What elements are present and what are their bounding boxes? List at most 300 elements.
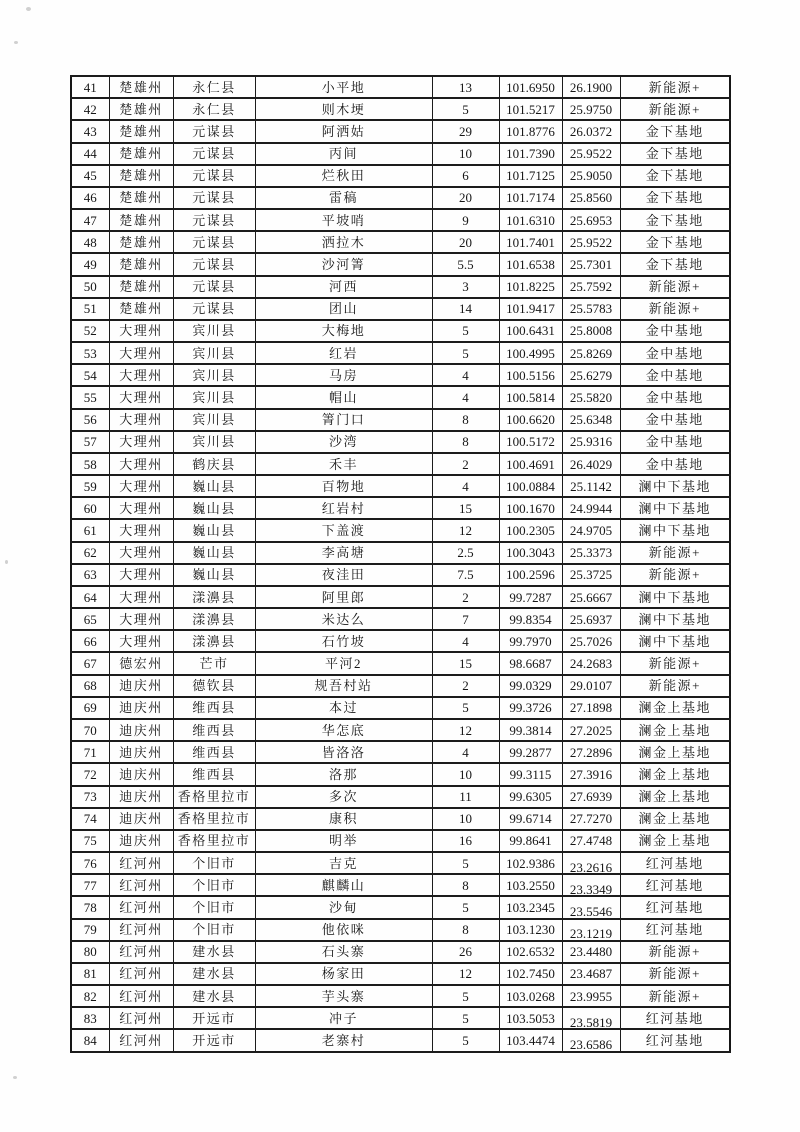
cell-index: 58 (71, 453, 109, 475)
cell-prefecture: 迪庆州 (109, 830, 173, 852)
cell-capacity: 12 (432, 519, 499, 541)
cell-latitude: 25.7026 (562, 630, 620, 652)
cell-capacity: 5 (432, 985, 499, 1007)
cell-longitude: 99.7287 (499, 586, 562, 608)
cell-longitude: 101.7401 (499, 231, 562, 253)
cell-site: 沙湾 (255, 431, 432, 453)
table-row (71, 76, 730, 98)
table-row (71, 941, 730, 963)
cell-latitude: 23.1219 (562, 919, 620, 941)
cell-site: 石竹坡 (255, 630, 432, 652)
cell-site: 烂秋田 (255, 165, 432, 187)
cell-index: 79 (71, 919, 109, 941)
cell-county: 宾川县 (173, 386, 255, 408)
cell-capacity: 4 (432, 386, 499, 408)
cell-index: 54 (71, 364, 109, 386)
cell-latitude: 26.1900 (562, 76, 620, 98)
cell-index: 78 (71, 896, 109, 918)
cell-category: 红河基地 (620, 1007, 730, 1029)
cell-latitude: 23.5546 (562, 896, 620, 918)
cell-county: 建水县 (173, 963, 255, 985)
cell-county: 德钦县 (173, 675, 255, 697)
cell-prefecture: 红河州 (109, 852, 173, 874)
cell-prefecture: 楚雄州 (109, 298, 173, 320)
cell-county: 建水县 (173, 941, 255, 963)
table-row (71, 985, 730, 1007)
cell-index: 77 (71, 874, 109, 896)
table-row (71, 741, 730, 763)
table-row (71, 852, 730, 874)
cell-site: 麒麟山 (255, 874, 432, 896)
table-row (71, 209, 730, 231)
cell-longitude: 102.6532 (499, 941, 562, 963)
cell-capacity: 16 (432, 830, 499, 852)
cell-prefecture: 大理州 (109, 431, 173, 453)
cell-latitude: 25.5820 (562, 386, 620, 408)
cell-category: 新能源+ (620, 985, 730, 1007)
table-row (71, 342, 730, 364)
cell-capacity: 2.5 (432, 542, 499, 564)
cell-index: 69 (71, 697, 109, 719)
cell-county: 香格里拉市 (173, 786, 255, 808)
cell-site: 本过 (255, 697, 432, 719)
cell-site: 他依咪 (255, 919, 432, 941)
cell-longitude: 101.5217 (499, 98, 562, 120)
cell-index: 73 (71, 786, 109, 808)
cell-category: 澜金上基地 (620, 763, 730, 785)
cell-longitude: 99.0329 (499, 675, 562, 697)
cell-longitude: 100.2305 (499, 519, 562, 541)
table-row (71, 298, 730, 320)
table-row (71, 1029, 730, 1052)
cell-capacity: 4 (432, 364, 499, 386)
cell-category: 新能源+ (620, 564, 730, 586)
cell-site: 则木埂 (255, 98, 432, 120)
table-row (71, 919, 730, 941)
cell-county: 开远市 (173, 1029, 255, 1052)
cell-latitude: 25.6348 (562, 409, 620, 431)
cell-category: 澜金上基地 (620, 786, 730, 808)
cell-category: 金下基地 (620, 120, 730, 142)
table-row (71, 652, 730, 674)
cell-site: 杨家田 (255, 963, 432, 985)
cell-category: 新能源+ (620, 542, 730, 564)
cell-prefecture: 大理州 (109, 386, 173, 408)
table-row (71, 453, 730, 475)
cell-longitude: 100.5156 (499, 364, 562, 386)
cell-prefecture: 大理州 (109, 342, 173, 364)
cell-capacity: 5 (432, 1029, 499, 1052)
table-row (71, 786, 730, 808)
cell-latitude: 23.6586 (562, 1029, 620, 1052)
cell-capacity: 5 (432, 342, 499, 364)
cell-category: 金中基地 (620, 386, 730, 408)
cell-site: 明举 (255, 830, 432, 852)
cell-longitude: 100.4691 (499, 453, 562, 475)
cell-latitude: 25.7592 (562, 276, 620, 298)
cell-county: 元谋县 (173, 253, 255, 275)
cell-prefecture: 红河州 (109, 1007, 173, 1029)
cell-site: 下盖渡 (255, 519, 432, 541)
cell-index: 56 (71, 409, 109, 431)
table-row (71, 697, 730, 719)
cell-category: 金中基地 (620, 453, 730, 475)
table-row (71, 231, 730, 253)
cell-site: 冲子 (255, 1007, 432, 1029)
cell-prefecture: 迪庆州 (109, 719, 173, 741)
cell-category: 金下基地 (620, 253, 730, 275)
cell-category: 新能源+ (620, 98, 730, 120)
cell-latitude: 25.8269 (562, 342, 620, 364)
cell-county: 巍山县 (173, 519, 255, 541)
cell-prefecture: 红河州 (109, 941, 173, 963)
cell-category: 新能源+ (620, 76, 730, 98)
cell-prefecture: 大理州 (109, 519, 173, 541)
cell-capacity: 10 (432, 808, 499, 830)
cell-county: 维西县 (173, 763, 255, 785)
cell-index: 71 (71, 741, 109, 763)
table-row (71, 608, 730, 630)
table-row (71, 364, 730, 386)
cell-capacity: 9 (432, 209, 499, 231)
cell-latitude: 27.7270 (562, 808, 620, 830)
cell-site: 皆洛洛 (255, 741, 432, 763)
cell-capacity: 20 (432, 231, 499, 253)
cell-latitude: 27.3916 (562, 763, 620, 785)
cell-latitude: 25.9522 (562, 231, 620, 253)
cell-index: 80 (71, 941, 109, 963)
cell-site: 吉克 (255, 852, 432, 874)
cell-latitude: 25.9050 (562, 165, 620, 187)
cell-longitude: 103.0268 (499, 985, 562, 1007)
cell-capacity: 4 (432, 475, 499, 497)
cell-site: 丙间 (255, 143, 432, 165)
table-row (71, 808, 730, 830)
cell-county: 元谋县 (173, 209, 255, 231)
cell-latitude: 25.9316 (562, 431, 620, 453)
cell-longitude: 99.6714 (499, 808, 562, 830)
cell-latitude: 24.2683 (562, 652, 620, 674)
cell-capacity: 6 (432, 165, 499, 187)
cell-category: 澜中下基地 (620, 608, 730, 630)
cell-latitude: 24.9944 (562, 497, 620, 519)
cell-capacity: 10 (432, 763, 499, 785)
cell-latitude: 27.2896 (562, 741, 620, 763)
cell-county: 永仁县 (173, 98, 255, 120)
table-row (71, 143, 730, 165)
cell-category: 澜中下基地 (620, 630, 730, 652)
cell-latitude: 24.9705 (562, 519, 620, 541)
cell-longitude: 101.6538 (499, 253, 562, 275)
cell-latitude: 25.7301 (562, 253, 620, 275)
cell-prefecture: 红河州 (109, 896, 173, 918)
cell-longitude: 99.3726 (499, 697, 562, 719)
cell-capacity: 5 (432, 1007, 499, 1029)
cell-category: 金下基地 (620, 143, 730, 165)
cell-capacity: 2 (432, 675, 499, 697)
cell-category: 红河基地 (620, 896, 730, 918)
table-row (71, 963, 730, 985)
cell-prefecture: 楚雄州 (109, 253, 173, 275)
table-row (71, 830, 730, 852)
cell-prefecture: 楚雄州 (109, 120, 173, 142)
cell-site: 禾丰 (255, 453, 432, 475)
cell-longitude: 99.7970 (499, 630, 562, 652)
cell-county: 香格里拉市 (173, 808, 255, 830)
cell-latitude: 23.9955 (562, 985, 620, 1007)
cell-prefecture: 大理州 (109, 586, 173, 608)
cell-category: 金中基地 (620, 431, 730, 453)
scan-artifact-speck (26, 7, 31, 11)
table-row (71, 675, 730, 697)
cell-county: 巍山县 (173, 564, 255, 586)
cell-latitude: 25.3725 (562, 564, 620, 586)
cell-site: 帽山 (255, 386, 432, 408)
cell-site: 大梅地 (255, 320, 432, 342)
cell-capacity: 7.5 (432, 564, 499, 586)
cell-category: 金下基地 (620, 209, 730, 231)
cell-category: 金中基地 (620, 320, 730, 342)
table-row (71, 320, 730, 342)
cell-prefecture: 迪庆州 (109, 675, 173, 697)
cell-longitude: 101.8776 (499, 120, 562, 142)
cell-category: 金中基地 (620, 364, 730, 386)
cell-longitude: 99.8354 (499, 608, 562, 630)
cell-capacity: 8 (432, 874, 499, 896)
cell-index: 66 (71, 630, 109, 652)
cell-capacity: 15 (432, 652, 499, 674)
cell-category: 新能源+ (620, 675, 730, 697)
cell-county: 巍山县 (173, 475, 255, 497)
cell-site: 百物地 (255, 475, 432, 497)
cell-prefecture: 楚雄州 (109, 143, 173, 165)
cell-prefecture: 大理州 (109, 497, 173, 519)
cell-index: 53 (71, 342, 109, 364)
cell-category: 金下基地 (620, 165, 730, 187)
cell-capacity: 8 (432, 919, 499, 941)
cell-capacity: 2 (432, 453, 499, 475)
cell-index: 45 (71, 165, 109, 187)
cell-category: 澜金上基地 (620, 741, 730, 763)
cell-longitude: 100.6620 (499, 409, 562, 431)
cell-site: 华怎底 (255, 719, 432, 741)
table-row (71, 120, 730, 142)
cell-county: 维西县 (173, 741, 255, 763)
cell-index: 52 (71, 320, 109, 342)
cell-longitude: 101.7125 (499, 165, 562, 187)
cell-longitude: 103.4474 (499, 1029, 562, 1052)
cell-prefecture: 迪庆州 (109, 697, 173, 719)
cell-longitude: 101.7174 (499, 187, 562, 209)
cell-capacity: 12 (432, 719, 499, 741)
table-row (71, 542, 730, 564)
cell-prefecture: 迪庆州 (109, 763, 173, 785)
cell-index: 63 (71, 564, 109, 586)
cell-latitude: 25.6279 (562, 364, 620, 386)
table-row (71, 519, 730, 541)
cell-prefecture: 大理州 (109, 364, 173, 386)
cell-index: 60 (71, 497, 109, 519)
cell-site: 阿里郎 (255, 586, 432, 608)
cell-capacity: 10 (432, 143, 499, 165)
cell-index: 75 (71, 830, 109, 852)
cell-capacity: 11 (432, 786, 499, 808)
cell-latitude: 27.1898 (562, 697, 620, 719)
cell-capacity: 5 (432, 98, 499, 120)
cell-longitude: 99.6305 (499, 786, 562, 808)
cell-latitude: 25.1142 (562, 475, 620, 497)
cell-site: 李高塘 (255, 542, 432, 564)
cell-index: 43 (71, 120, 109, 142)
cell-index: 51 (71, 298, 109, 320)
table-row (71, 763, 730, 785)
cell-longitude: 103.5053 (499, 1007, 562, 1029)
cell-county: 宾川县 (173, 364, 255, 386)
cell-category: 金中基地 (620, 342, 730, 364)
cell-category: 金中基地 (620, 409, 730, 431)
cell-latitude: 26.0372 (562, 120, 620, 142)
cell-county: 香格里拉市 (173, 830, 255, 852)
cell-county: 宾川县 (173, 320, 255, 342)
cell-index: 44 (71, 143, 109, 165)
table-row (71, 719, 730, 741)
cell-county: 宾川县 (173, 409, 255, 431)
cell-prefecture: 红河州 (109, 874, 173, 896)
cell-latitude: 25.3373 (562, 542, 620, 564)
cell-latitude: 23.4687 (562, 963, 620, 985)
cell-longitude: 101.7390 (499, 143, 562, 165)
cell-site: 沙河箐 (255, 253, 432, 275)
cell-index: 41 (71, 76, 109, 98)
cell-county: 鹤庆县 (173, 453, 255, 475)
cell-county: 元谋县 (173, 187, 255, 209)
cell-prefecture: 迪庆州 (109, 786, 173, 808)
cell-category: 新能源+ (620, 963, 730, 985)
cell-index: 50 (71, 276, 109, 298)
cell-prefecture: 迪庆州 (109, 808, 173, 830)
cell-latitude: 29.0107 (562, 675, 620, 697)
cell-longitude: 101.6310 (499, 209, 562, 231)
cell-prefecture: 大理州 (109, 475, 173, 497)
cell-longitude: 100.0884 (499, 475, 562, 497)
cell-index: 59 (71, 475, 109, 497)
cell-site: 沙甸 (255, 896, 432, 918)
cell-site: 平河2 (255, 652, 432, 674)
table-row (71, 165, 730, 187)
table-row (71, 564, 730, 586)
cell-prefecture: 大理州 (109, 320, 173, 342)
cell-latitude: 25.9522 (562, 143, 620, 165)
cell-site: 箐门口 (255, 409, 432, 431)
cell-prefecture: 红河州 (109, 1029, 173, 1052)
cell-category: 澜金上基地 (620, 719, 730, 741)
cell-category: 澜中下基地 (620, 475, 730, 497)
cell-county: 个旧市 (173, 896, 255, 918)
table-row (71, 874, 730, 896)
cell-longitude: 101.9417 (499, 298, 562, 320)
cell-category: 红河基地 (620, 852, 730, 874)
cell-index: 76 (71, 852, 109, 874)
cell-prefecture: 红河州 (109, 963, 173, 985)
cell-index: 48 (71, 231, 109, 253)
cell-latitude: 25.6667 (562, 586, 620, 608)
cell-county: 元谋县 (173, 276, 255, 298)
cell-site: 雷稿 (255, 187, 432, 209)
cell-category: 澜中下基地 (620, 586, 730, 608)
cell-category: 新能源+ (620, 652, 730, 674)
cell-index: 67 (71, 652, 109, 674)
table-row (71, 586, 730, 608)
cell-county: 个旧市 (173, 874, 255, 896)
table-row (71, 409, 730, 431)
cell-capacity: 5.5 (432, 253, 499, 275)
cell-county: 宾川县 (173, 342, 255, 364)
cell-prefecture: 楚雄州 (109, 187, 173, 209)
cell-site: 红岩村 (255, 497, 432, 519)
cell-longitude: 103.2345 (499, 896, 562, 918)
cell-site: 洒拉木 (255, 231, 432, 253)
cell-longitude: 99.3115 (499, 763, 562, 785)
cell-site: 芋头寨 (255, 985, 432, 1007)
cell-latitude: 26.4029 (562, 453, 620, 475)
cell-capacity: 4 (432, 741, 499, 763)
cell-longitude: 100.2596 (499, 564, 562, 586)
cell-county: 元谋县 (173, 231, 255, 253)
cell-site: 康积 (255, 808, 432, 830)
cell-prefecture: 楚雄州 (109, 98, 173, 120)
cell-county: 元谋县 (173, 143, 255, 165)
table-row (71, 98, 730, 120)
scan-artifact-speck (13, 1076, 17, 1079)
cell-longitude: 100.4995 (499, 342, 562, 364)
cell-longitude: 99.2877 (499, 741, 562, 763)
cell-prefecture: 大理州 (109, 564, 173, 586)
cell-longitude: 100.5814 (499, 386, 562, 408)
cell-prefecture: 楚雄州 (109, 165, 173, 187)
cell-site: 米达么 (255, 608, 432, 630)
cell-county: 永仁县 (173, 76, 255, 98)
cell-longitude: 99.8641 (499, 830, 562, 852)
cell-capacity: 5 (432, 896, 499, 918)
cell-index: 46 (71, 187, 109, 209)
cell-county: 漾濞县 (173, 608, 255, 630)
cell-index: 68 (71, 675, 109, 697)
cell-index: 65 (71, 608, 109, 630)
cell-capacity: 8 (432, 409, 499, 431)
cell-longitude: 99.3814 (499, 719, 562, 741)
table-row (71, 276, 730, 298)
cell-index: 82 (71, 985, 109, 1007)
cell-latitude: 27.2025 (562, 719, 620, 741)
cell-index: 62 (71, 542, 109, 564)
table-row (71, 497, 730, 519)
cell-county: 开远市 (173, 1007, 255, 1029)
cell-county: 芒市 (173, 652, 255, 674)
scan-artifact-speck (14, 41, 18, 44)
cell-index: 42 (71, 98, 109, 120)
cell-capacity: 26 (432, 941, 499, 963)
cell-prefecture: 楚雄州 (109, 276, 173, 298)
cell-index: 83 (71, 1007, 109, 1029)
cell-site: 小平地 (255, 76, 432, 98)
cell-prefecture: 德宏州 (109, 652, 173, 674)
cell-category: 新能源+ (620, 298, 730, 320)
cell-latitude: 25.8560 (562, 187, 620, 209)
cell-latitude: 25.8008 (562, 320, 620, 342)
cell-category: 红河基地 (620, 874, 730, 896)
cell-site: 规吾村站 (255, 675, 432, 697)
cell-capacity: 3 (432, 276, 499, 298)
